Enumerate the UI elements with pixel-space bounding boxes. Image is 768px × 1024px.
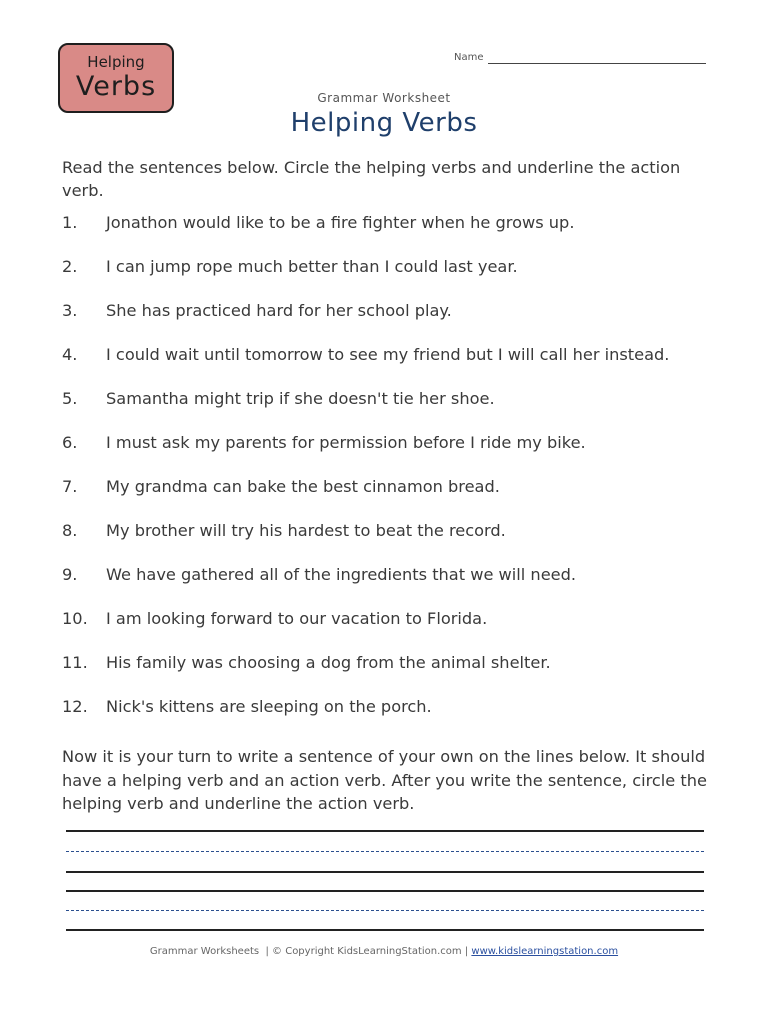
writing-task-instructions: Now it is your turn to write a sentence of your own on the lines below. It should have a helping verb and an action verb. After you write the sentence, circle the helping verb and underline the action verb. — [62, 747, 707, 813]
footer-link[interactable]: www.kidslearningstation.com — [471, 946, 619, 957]
sentence-text: We have gathered all of the ingredients that we will need. — [106, 565, 577, 584]
sentence-text: I must ask my parents for permission before I ride my bike. — [106, 433, 586, 452]
badge-top-text: Helping — [87, 53, 145, 71]
writing-line[interactable] — [66, 929, 704, 931]
sentence-text: I could wait until tomorrow to see my friend but I will call her instead. — [106, 345, 670, 364]
sentence-item — [62, 213, 752, 232]
page-title: Helping Verbs — [290, 108, 478, 138]
sentence-number: 11. — [62, 653, 88, 672]
sentence-item — [62, 345, 752, 364]
sentence-number: 8. — [62, 521, 78, 540]
sentence-number: 2. — [62, 257, 78, 276]
instructions: Read the sentences below. Circle the helping verbs and underline the action verb. — [62, 158, 681, 200]
sentence-item — [62, 565, 752, 584]
sentence-number: 10. — [62, 609, 88, 628]
writing-guide-line — [66, 910, 704, 911]
sentence-number: 9. — [62, 565, 78, 584]
sentence-item — [62, 477, 752, 496]
sentence-item — [62, 521, 752, 540]
sentence-item — [62, 389, 752, 408]
sentence-text: Jonathon would like to be a fire fighter when he grows up. — [106, 213, 575, 232]
sentence-text: I am looking forward to our vacation to Florida. — [106, 609, 488, 628]
sentence-item — [62, 257, 752, 276]
sentence-item — [62, 653, 752, 672]
writing-line[interactable] — [66, 830, 704, 832]
sentence-number: 4. — [62, 345, 78, 364]
footer: Grammar Worksheets | © Copyright KidsLearningStation.com | www.kidslearningstation.com — [149, 946, 619, 957]
sentence-text: I can jump rope much better than I could last year. — [106, 257, 518, 276]
sentence-number: 5. — [62, 389, 78, 408]
writing-guide-line — [66, 851, 704, 852]
sentence-number: 3. — [62, 301, 78, 320]
worksheet-subtitle: Grammar Worksheet — [317, 91, 451, 105]
sentence-text: Samantha might trip if she doesn't tie her shoe. — [106, 389, 495, 408]
sentence-item — [62, 301, 752, 320]
sentence-number: 1. — [62, 213, 78, 232]
name-label: Name — [454, 52, 484, 63]
sentence-number: 6. — [62, 433, 78, 452]
writing-line[interactable] — [66, 871, 704, 873]
sentence-number: 7. — [62, 477, 78, 496]
writing-line[interactable] — [66, 890, 704, 892]
sentence-text: She has practiced hard for her school play. — [106, 301, 452, 320]
badge-bottom-text: Verbs — [75, 71, 157, 102]
name-write-line — [488, 63, 706, 64]
footer-copyright: © Copyright KidsLearningStation.com — [272, 946, 462, 957]
sentence-text: My grandma can bake the best cinnamon bread. — [106, 477, 500, 496]
sentence-item — [62, 697, 752, 716]
sentence-text: Nick's kittens are sleeping on the porch. — [106, 697, 432, 716]
footer-label: Grammar Worksheets — [149, 946, 260, 957]
sentence-number: 12. — [62, 697, 88, 716]
sentence-item — [62, 609, 752, 628]
sentence-text: His family was choosing a dog from the animal shelter. — [106, 653, 551, 672]
sentence-text: My brother will try his hardest to beat the record. — [106, 521, 506, 540]
sentence-item — [62, 433, 752, 452]
